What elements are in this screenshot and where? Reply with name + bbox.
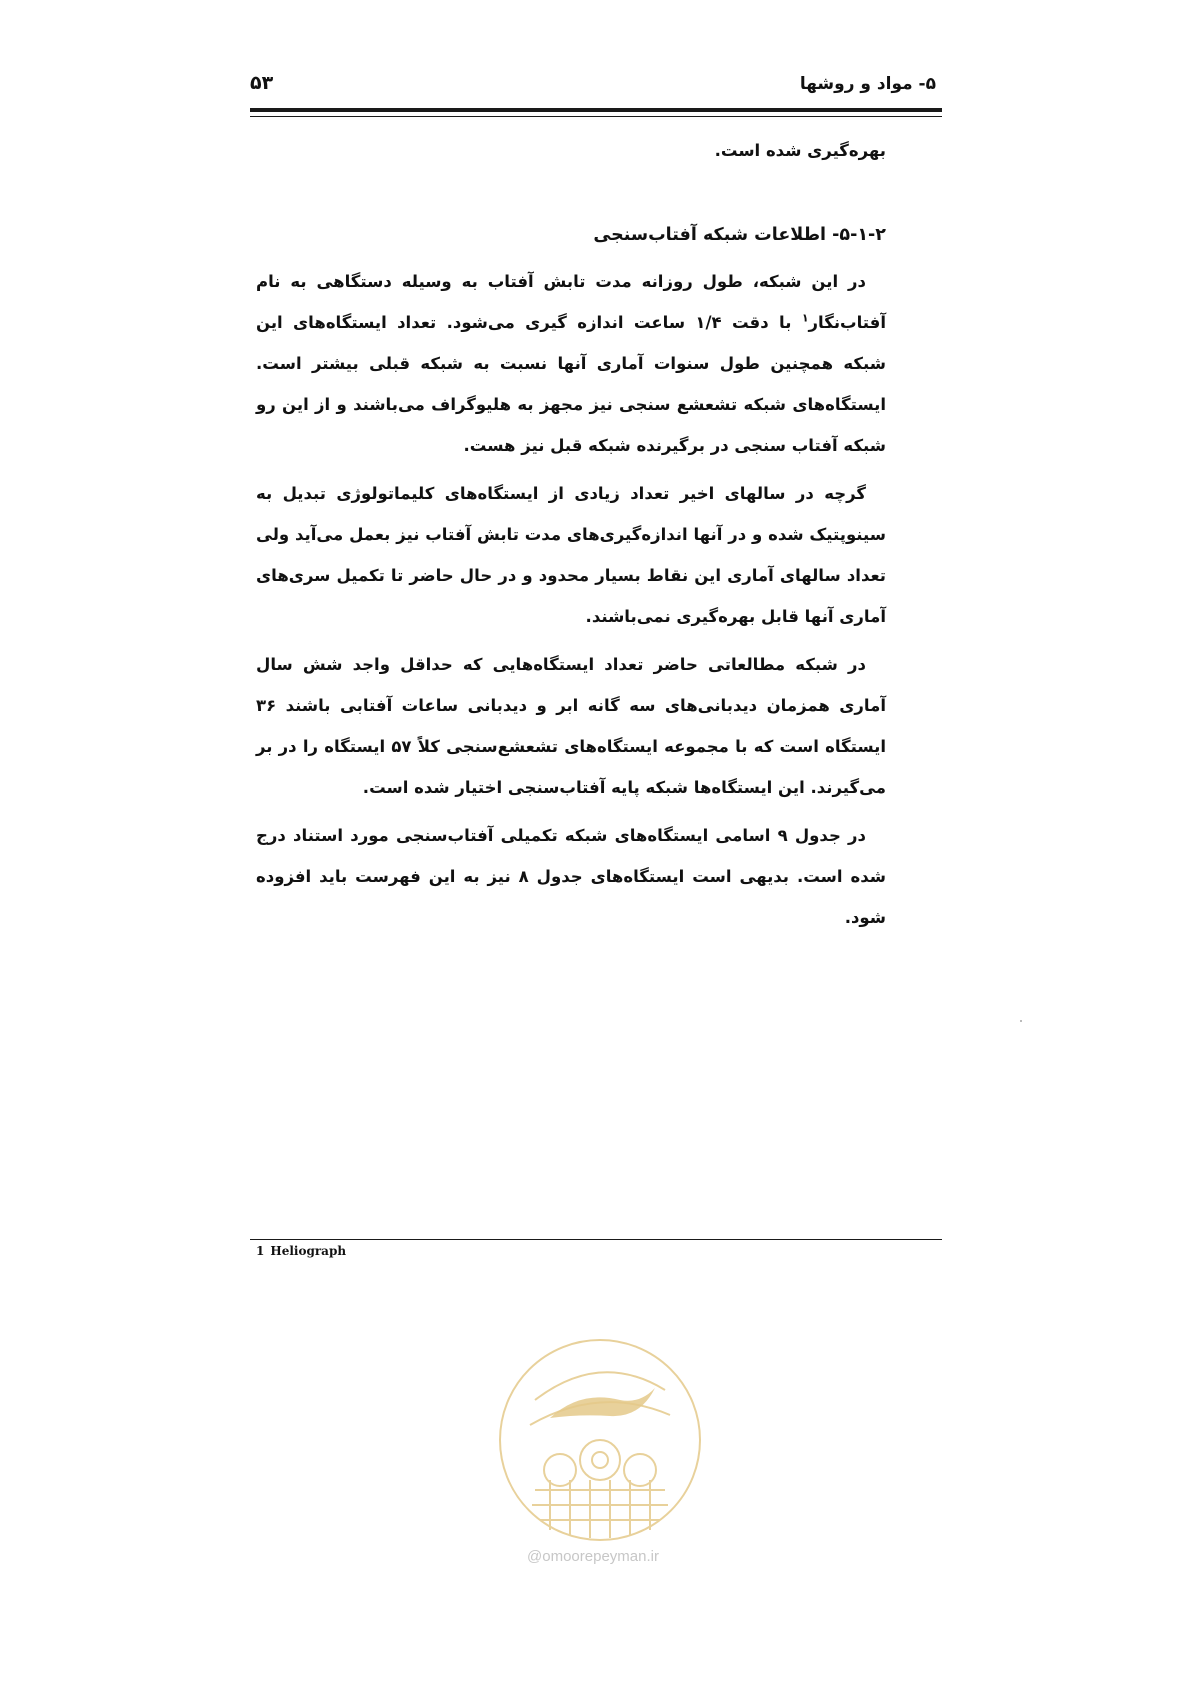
scan-speck — [1020, 1020, 1022, 1022]
paragraph-3: در شبکه مطالعاتی حاضر تعداد ایستگاه‌هایی که حداقل واجد شش سال آماری همزمان دیدبانی‌های سه گانه ابر و دیدبانی ساعات آفتابی باشند ۳۶ ایستگاه است که با مجموعه ایستگاه‌های تشعشع‌سنجی کلاً ۵۷ ایستگاه را در بر می‌گیرند. این ایستگاه‌ها شبکه پایه آفتاب‌سنجی اختیار شده است. — [256, 655, 886, 797]
watermark-logo-icon — [490, 1330, 710, 1550]
footnote — [256, 1244, 346, 1258]
paragraph-1-rest: با دقت ۱/۴ ساعت اندازه گیری می‌شود. تعداد ایستگاه‌های این شبکه همچنین طول سنوات آماری آنها نسبت به شبکه قبلی بیشتر است. ایستگاه‌های شبکه تشعشع سنجی نیز مجهز به هلیوگراف می‌باشند و از این رو شبکه آفتاب سنجی در برگیرنده شبکه قبل نیز هست. — [256, 313, 886, 455]
section-heading: ۵-۱-۲- اطلاعات شبکه آفتاب‌سنجی — [593, 225, 886, 245]
paragraph-4: در جدول ۹ اسامی ایستگاه‌های شبکه تکمیلی آفتاب‌سنجی مورد استناد درج شده است. بدیهی است ایستگاه‌های جدول ۸ نیز به این فهرست باید افزوده شود. — [256, 826, 886, 927]
main-text — [256, 130, 886, 945]
header-rule-thin — [250, 116, 942, 117]
header-rule-thick — [250, 108, 942, 112]
watermark-logo — [490, 1330, 710, 1550]
lead-line: بهره‌گیری شده است. — [714, 141, 886, 160]
paragraph-2: گرچه در سالهای اخیر تعداد زیادی از ایستگاه‌های کلیماتولوژی تبدیل به سینوپتیک شده و در آنها اندازه‌گیری‌های مدت تابش آفتاب نیز بعمل می‌آید ولی تعداد سالهای آماری این نقاط بسیار محدود و در حال حاضر تا تکمیل سری‌های آماری آنها قابل بهره‌گیری نمی‌باشند. — [256, 484, 886, 626]
footnote-rule — [250, 1239, 942, 1240]
paragraph-1 — [256, 261, 886, 466]
footnote-number: 1 — [256, 1244, 265, 1258]
page-number: ۵۳ — [250, 72, 274, 94]
paragraph-1-start: در این شبکه، طول روزانه مدت تابش آفتاب به وسیله دستگاهی به نام آفتاب‌نگار — [256, 272, 886, 332]
running-head: ۵- مواد و روشها — [799, 74, 936, 94]
watermark-url: @omoorepeyman.ir — [527, 1548, 659, 1565]
footnote-marker: ۱ — [801, 311, 809, 325]
footnote-text: Heliograph — [270, 1244, 347, 1258]
